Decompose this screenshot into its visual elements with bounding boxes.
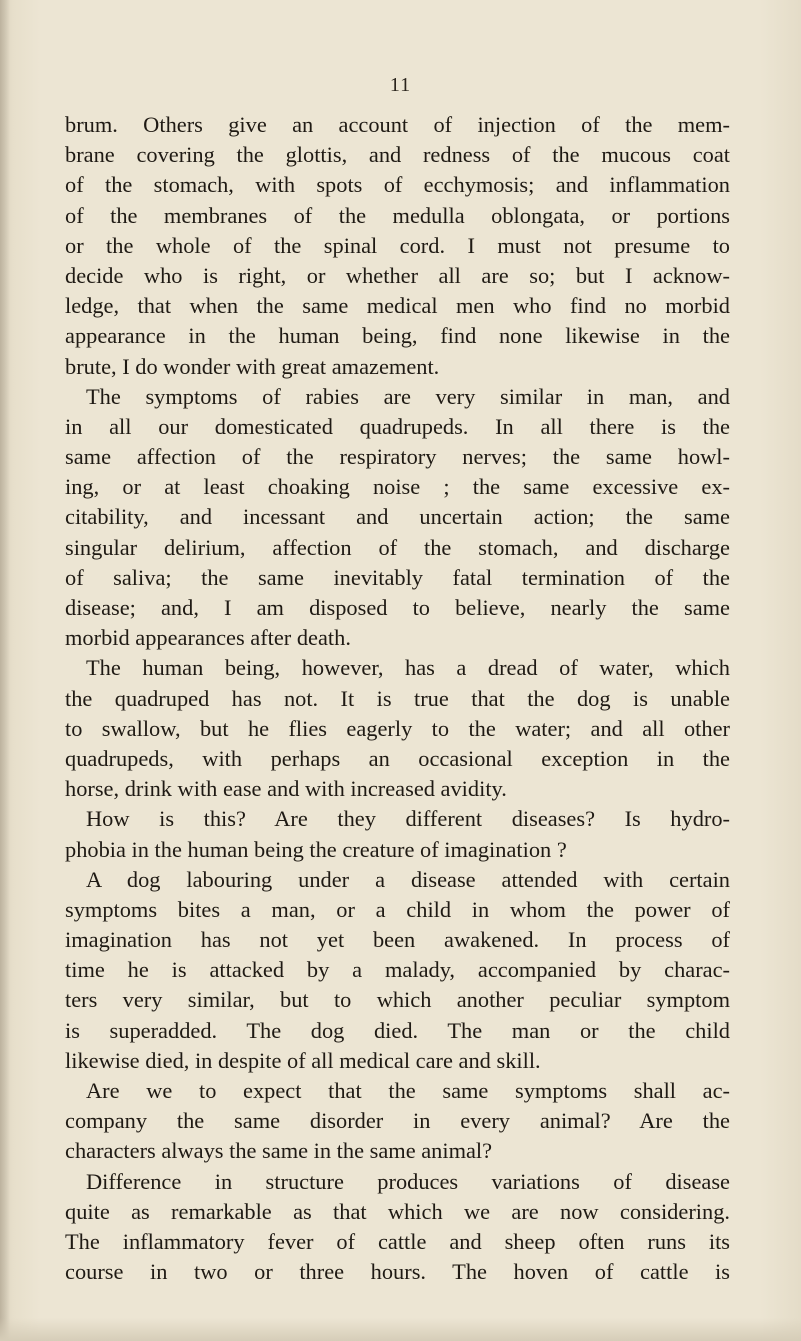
text-line: of the membranes of the medulla oblongata, or portions (65, 202, 730, 228)
text-line: or the whole of the spinal cord. I must not presume to (65, 232, 730, 258)
page-bottom-edge (0, 1318, 801, 1341)
text-line: Difference in structure produces variations of disease (86, 1168, 730, 1194)
text-line: horse, drink with ease and with increased avidity. (65, 776, 507, 802)
page-number: 11 (389, 74, 412, 96)
text-line: brum. Others give an account of injection of the mem- (65, 112, 730, 137)
text-line: likewise died, in despite of all medical care and skill. (65, 1047, 541, 1073)
text-line: characters always the same in the same animal? (65, 1138, 493, 1164)
text-line: imagination has not yet been awakened. In process of (65, 927, 730, 953)
text-line: ledge, that when the same medical men who find no morbid (65, 293, 730, 319)
text-line: Are we to expect that the same symptoms shall ac- (86, 1078, 730, 1103)
text-line: citability, and incessant and uncertain action; the same (65, 504, 730, 530)
text-line: in all our domesticated quadrupeds. In all there is the (65, 413, 730, 439)
text-line: quadrupeds, with perhaps an occasional exception in the (65, 745, 730, 771)
body-text (65, 110, 730, 1287)
text-line: The symptoms of rabies are very similar in man, and (86, 383, 730, 409)
text-line: symptoms bites a man, or a child in whom the power of (65, 896, 730, 922)
text-line: morbid appearances after death. (65, 625, 351, 651)
text-line: quite as remarkable as that which we are now considering. (65, 1198, 730, 1224)
text-line: ing, or at least choaking noise ; the same excessive ex- (65, 474, 730, 500)
text-line: A dog labouring under a disease attended with certain (86, 866, 730, 892)
text-line: disease; and, I am disposed to believe, nearly the same (65, 595, 730, 620)
text-line: phobia in the human being the creature of imagination ? (65, 836, 567, 862)
text-line: course in two or three hours. The hoven of cattle is (65, 1259, 730, 1285)
text-line: of the stomach, with spots of ecchymosis; and inflammation (65, 172, 730, 198)
text-line: ters very similar, but to which another peculiar symptom (65, 987, 730, 1013)
text-line: to swallow, but he flies eagerly to the water; and all other (65, 715, 730, 741)
text-line: of saliva; the same inevitably fatal termination of the (65, 564, 730, 590)
text-line: singular delirium, affection of the stomach, and discharge (65, 534, 730, 560)
text-line: The inflammatory fever of cattle and sheep often runs its (65, 1228, 730, 1254)
binding-shadow (0, 0, 10, 1341)
text-line: same affection of the respiratory nerves; the same howl- (65, 444, 730, 470)
text-line: brane covering the glottis, and redness of the mucous coat (65, 142, 730, 168)
text-line: the quadruped has not. It is true that the dog is unable (65, 685, 730, 711)
text-line: time he is attacked by a malady, accompanied by charac- (65, 957, 730, 983)
text-line: How is this? Are they different diseases? Is hydro- (86, 806, 730, 832)
text-line: brute, I do wonder with great amazement. (65, 353, 440, 379)
text-line: is superadded. The dog died. The man or the child (65, 1017, 730, 1043)
text-line: appearance in the human being, find none likewise in the (65, 323, 730, 349)
text-line: The human being, however, has a dread of water, which (86, 655, 730, 681)
text-line: company the same disorder in every animal? Are the (65, 1108, 730, 1134)
text-line: decide who is right, or whether all are so; but I acknow- (65, 262, 730, 288)
